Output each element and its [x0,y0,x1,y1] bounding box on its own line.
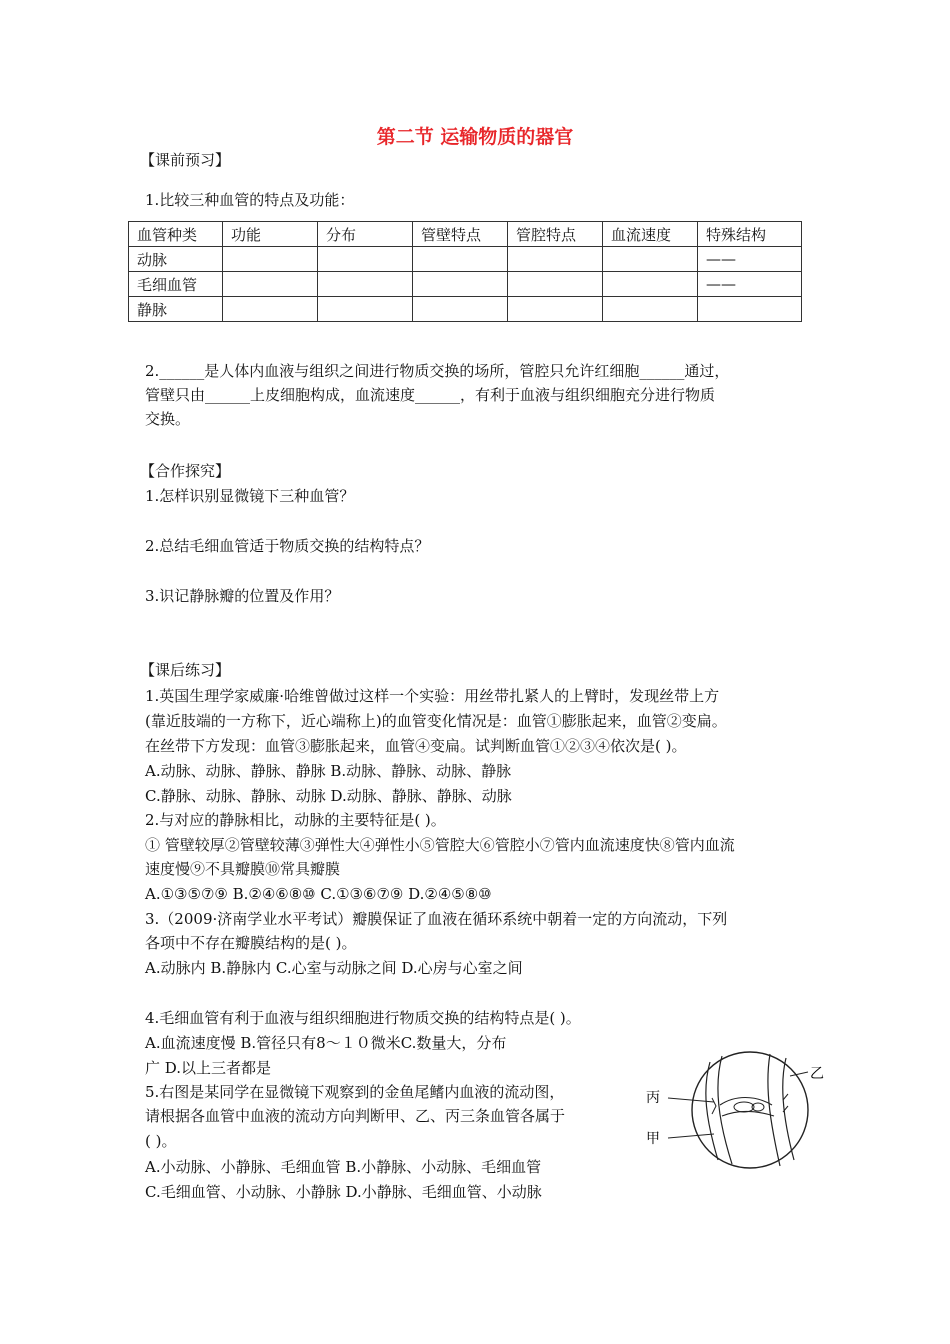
practice-q1-line-1: 1.英国生理学家威廉·哈维曾做过这样一个实验：用丝带扎紧人的上臂时，发现丝带上方 [145,687,720,705]
table-header-cell: 血管种类 [129,222,223,247]
red-blood-cell [734,1102,754,1112]
table-header-cell: 管腔特点 [508,222,603,247]
practice-q1-line-2: (靠近肢端的一方称下，近心端称上)的血管变化情况是：血管①膨胀起来，血管②变扁。 [145,712,727,730]
practice-q5-line-3: ( )。 [145,1132,177,1150]
practice-q3-line-1: 3.（2009·济南学业水平考试）瓣膜保证了血液在循环系统中朝着一定的方向流动，下列 [145,910,728,928]
practice-q4-line-3: 广 D.以上三者都是 [145,1059,272,1077]
table-cell: 静脉 [129,297,223,322]
page-title: 第二节 运输物质的器官 [376,126,574,148]
practice-q1-options-ab: A.动脉、动脉、静脉、静脉 B.动脉、静脉、动脉、静脉 [145,762,512,780]
table-row [129,272,802,297]
table-cell [603,272,698,297]
practice-q1-options-cd: C.静脉、动脉、静脉、动脉 D.动脉、静脉、静脉、动脉 [145,787,512,805]
practice-q2-options: A.①③⑤⑦⑨ B.②④⑥⑧⑩ C.①③⑥⑦⑨ D.②④⑤⑧⑩ [145,885,492,903]
practice-q3-options: A.动脉内 B.静脉内 C.心室与动脉之间 D.心房与心室之间 [145,959,523,977]
table-cell [318,297,413,322]
label-jia: 甲 [646,1131,660,1147]
preview-question-2-line-1: 2.______是人体内血液与组织之间进行物质交换的场所，管腔只允许红细胞______通过， [145,362,730,380]
preview-question-1: 1.比较三种血管的特点及功能： [145,191,355,209]
preview-question-2-line-3: 交换。 [145,410,191,428]
microscope-field-circle [692,1052,808,1168]
practice-q5-line-1: 5.右图是某同学在显微镜下观察到的金鱼尾鳍内血液的流动图， [145,1083,565,1101]
table-cell: 毛细血管 [129,272,223,297]
practice-q5-options-ab: A.小动脉、小静脉、毛细血管 B.小静脉、小动脉、毛细血管 [145,1158,542,1176]
table-cell [698,297,802,322]
vessel-comparison-table [128,221,802,322]
table-cell: —— [698,247,802,272]
practice-q5-options-cd: C.毛细血管、小动脉、小静脉 D.小静脉、毛细血管、小动脉 [145,1183,542,1201]
fish-tail-blood-flow-figure [640,1050,830,1175]
table-cell [413,247,508,272]
table-cell [223,297,318,322]
table-cell [508,297,603,322]
table-header-cell: 分布 [318,222,413,247]
label-bing: 丙 [646,1090,660,1106]
table-header-cell: 特殊结构 [698,222,802,247]
table-cell [508,247,603,272]
explore-question-1: 1.怎样识别显微镜下三种血管？ [145,487,355,505]
label-yi: 乙 [810,1066,824,1082]
practice-q5-line-2: 请根据各血管中血液的流动方向判断甲、乙、丙三条血管各属于 [145,1107,566,1125]
vessel-yi-left-wall [768,1054,780,1166]
label-pointer-bing [668,1098,714,1102]
practice-q2-line-1: 2.与对应的静脉相比，动脉的主要特征是( )。 [145,811,446,829]
practice-q4-line-1: 4.毛细血管有利于血液与组织细胞进行物质交换的结构特点是( )。 [145,1009,581,1027]
explore-question-3: 3.识记静脉瓣的位置及作用？ [145,587,340,605]
table-cell [603,247,698,272]
vessel-jia-right-wall [718,1056,732,1164]
vessel-jia-left-wall [706,1062,718,1160]
table-cell [413,272,508,297]
explore-question-2: 2.总结毛细血管适于物质交换的结构特点？ [145,537,430,555]
capillary-upper-wall [720,1098,772,1106]
vessel-yi-right-wall [783,1058,794,1160]
table-row [129,247,802,272]
table-cell [318,272,413,297]
table-header-cell: 管壁特点 [413,222,508,247]
table-header-row [129,222,802,247]
table-cell [318,247,413,272]
table-row [129,297,802,322]
capillary-lower-wall [722,1112,774,1117]
table-header-cell: 血流速度 [603,222,698,247]
label-pointer-yi [790,1072,808,1076]
practice-q3-line-2: 各项中不存在瓣膜结构的是( )。 [145,934,357,952]
flow-arrow [712,1098,716,1114]
table-cell [223,272,318,297]
table-cell [223,247,318,272]
section-heading-preview: 【课前预习】 [140,151,231,169]
table-header-cell: 功能 [223,222,318,247]
preview-question-2-line-2: 管壁只由______上皮细胞构成，血流速度______，有利于血液与组织细胞充分进行物质 [145,386,716,404]
practice-q4-line-2: A.血流速度慢 B.管径只有8～１０微米C.数量大，分布 [145,1034,507,1052]
practice-q2-line-2: ① 管壁较厚②管壁较薄③弹性大④弹性小⑤管腔大⑥管腔小⑦管内血流速度快⑧管内血流 [145,836,735,854]
label-pointer-jia [668,1134,714,1138]
section-heading-explore: 【合作探究】 [140,462,231,480]
practice-q1-line-3: 在丝带下方发现：血管③膨胀起来，血管④变扁。试判断血管①②③④依次是( )。 [145,737,687,755]
table-cell [508,272,603,297]
table-cell [413,297,508,322]
table-cell [603,297,698,322]
practice-q2-line-3: 速度慢⑨不具瓣膜⑩常具瓣膜 [145,860,341,878]
section-heading-practice: 【课后练习】 [140,661,231,679]
table-cell: —— [698,272,802,297]
table-cell: 动脉 [129,247,223,272]
